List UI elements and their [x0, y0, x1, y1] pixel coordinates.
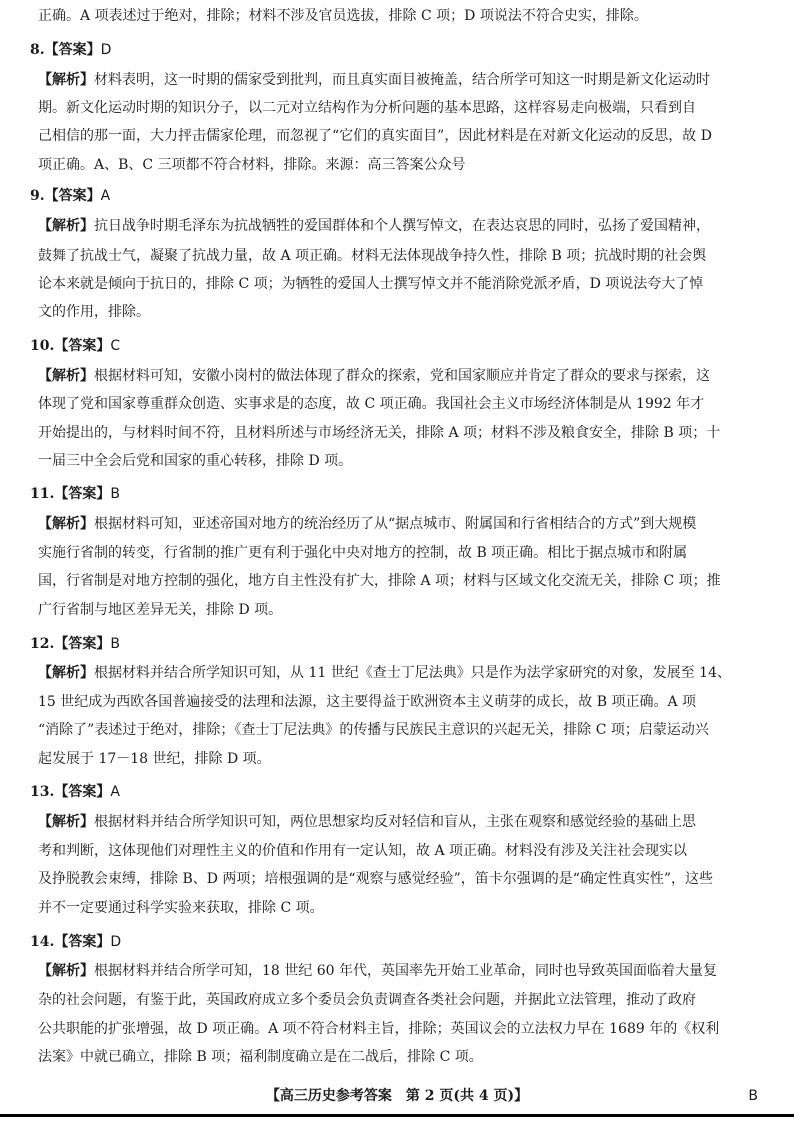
- paragraph-text: 期。新文化运动时期的知识分子，以二元对立结构作为分析问题的基本思路，这样容易走向极端，只看到自: [38, 100, 696, 116]
- text-line: [0, 600, 774, 620]
- text-line: [0, 394, 774, 414]
- paragraph-text: 广行省制与地区差异无关，排除 D 项。: [38, 602, 283, 618]
- analysis-label: 【解析】: [38, 516, 94, 532]
- answer-choice: D: [100, 42, 112, 58]
- paragraph-text: 鼓舞了抗战士气，凝聚了抗战力量，故 A 项正确。材料无法体现战争持久性，排除 B 项；抗战时期的社会舆: [38, 248, 707, 264]
- answer-label: 【答案】: [54, 338, 111, 354]
- paragraph-text: 论本来就是倾向于抗日的，排除 C 项；为牺牲的爱国人士撰写悼文并不能消除党派矛盾，D 项说法夸大了悼: [38, 276, 704, 292]
- paragraph-text: 并不一定要通过科学实验来获取，排除 C 项。: [38, 900, 324, 916]
- page-footer: [0, 1086, 794, 1106]
- paragraph-text: 开始提出的，与材料时间不符，且材料所述与市场经济无关，排除 A 项；材料不涉及粮食安全，排除 B 项；十: [38, 425, 721, 441]
- footer-version-letter: B: [748, 1088, 758, 1104]
- paragraph-text: 实施行省制的转变，行省制的推广更有利于强化中央对地方的控制，故 B 项正确。相比于据点城市和附属: [38, 545, 688, 561]
- text-line: [0, 246, 774, 266]
- text-line: [0, 302, 774, 322]
- answer-line: [0, 782, 774, 802]
- paragraph-text: 根据材料可知，安徽小岗村的做法体现了群众的探索，党和国家顺应并肯定了群众的要求与探索，这: [94, 368, 710, 384]
- analysis-line: [0, 663, 774, 683]
- paragraph-text: 15 世纪成为西欧各国普遍接受的法理和法源，这主要得益于欧洲资本主义萌芽的成长，故 B 项正确。A 项: [38, 694, 697, 710]
- text-line: [0, 869, 774, 889]
- analysis-line: [0, 366, 774, 386]
- paragraph-text: 根据材料可知，亚述帝国对地方的统治经历了从“据点城市、附属国和行省相结合的方式”到大规模: [94, 516, 697, 532]
- text-line: [0, 1047, 774, 1067]
- text-line: [0, 6, 774, 26]
- paragraph-text: 材料表明，这一时期的儒家受到批判，而且真实面目被掩盖，结合所学可知这一时期是新文化运动时: [94, 72, 710, 88]
- answer-choice: C: [110, 338, 121, 354]
- text-line: [0, 898, 774, 918]
- text-line: [0, 720, 774, 740]
- paragraph-text: 法案》中就已确立，排除 B 项；福利制度确立是在二战后，排除 C 项。: [38, 1049, 483, 1065]
- answer-label: 【答案】: [54, 636, 111, 652]
- paragraph-text: 公共职能的扩张增强，故 D 项正确。A 项不符合材料主旨，排除；英国议会的立法权力早在 1689 年的《权利: [38, 1021, 720, 1037]
- paragraph-text: 根据材料并结合所学知识可知，从 11 世纪《查士丁尼法典》只是作为法学家研究的对象，发展至 14、: [94, 665, 731, 681]
- text-line: [0, 543, 774, 563]
- paragraph-text: 根据材料并结合所学可知，18 世纪 60 年代，英国率先开始工业革命，同时也导致英国面临着大量复: [94, 963, 717, 979]
- paragraph-text: 根据材料并结合所学知识可知，两位思想家均反对轻信和盲从，主张在观察和感觉经验的基础上思: [94, 814, 696, 830]
- analysis-label: 【解析】: [38, 72, 94, 88]
- paragraph-text: 正确。A 项表述过于绝对，排除；材料不涉及官员选拔，排除 C 项；D 项说法不符合史实，排除。: [38, 8, 648, 24]
- answer-line: [0, 40, 774, 60]
- text-line: [0, 1019, 774, 1039]
- question-number: 10.: [30, 338, 55, 354]
- answer-choice: A: [110, 784, 120, 800]
- text-line: [0, 749, 774, 769]
- paragraph-text: “消除了”表述过于绝对，排除；《查士丁尼法典》的传播与民族民主意识的兴起无关，排除 C 项；启蒙运动兴: [38, 722, 709, 738]
- paragraph-text: 文的作用，排除。: [38, 304, 150, 320]
- analysis-label: 【解析】: [38, 368, 94, 384]
- answer-label: 【答案】: [44, 42, 101, 58]
- text-line: [0, 692, 774, 712]
- paragraph-text: 杂的社会问题，有鉴于此，英国政府成立多个委员会负责调查各类社会问题，并据此立法管理，推动了政府: [38, 992, 696, 1008]
- paragraph-text: 一届三中全会后党和国家的重心转移，排除 D 项。: [38, 453, 353, 469]
- text-line: [0, 274, 774, 294]
- answer-choice: D: [110, 934, 122, 950]
- text-line: [0, 155, 774, 175]
- question-number: 12.: [30, 636, 55, 652]
- answer-line: [0, 932, 774, 952]
- analysis-line: [0, 961, 774, 981]
- paragraph-text: 国，行省制是对地方控制的强化，地方自主性没有扩大，排除 A 项；材料与区域文化交流无关，排除 C 项；推: [38, 573, 721, 589]
- paragraph-text: 己相信的那一面，大力抨击儒家伦理，而忽视了“它们的真实面目”，因此材料是在对新文化运动的反思，故 D: [38, 128, 712, 144]
- question-number: 8.: [30, 42, 45, 58]
- question-number: 9.: [30, 188, 45, 204]
- answer-line: [0, 186, 774, 206]
- answer-label: 【答案】: [54, 784, 111, 800]
- paragraph-text: 及挣脱教会束缚，排除 B、D 两项；培根强调的是“观察与感觉经验”，笛卡尔强调的是“确定性真实性”，这些: [38, 871, 714, 887]
- answer-label: 【答案】: [54, 486, 111, 502]
- analysis-label: 【解析】: [38, 665, 94, 681]
- text-line: [0, 423, 774, 443]
- question-number: 11.: [30, 486, 55, 502]
- question-number: 14.: [30, 934, 55, 950]
- answer-label: 【答案】: [44, 188, 101, 204]
- analysis-label: 【解析】: [38, 963, 94, 979]
- answer-line: [0, 634, 774, 654]
- paragraph-text: 起发展于 17－18 世纪，排除 D 项。: [38, 751, 271, 767]
- text-line: [0, 126, 774, 146]
- text-line: [0, 571, 774, 591]
- text-line: [0, 841, 774, 861]
- answer-choice: A: [100, 188, 111, 204]
- answer-label: 【答案】: [54, 934, 111, 950]
- paragraph-text: 考和判断，这体现他们对理性主义的价值和作用有一定认知，故 A 项正确。材料没有涉及关注社会现实以: [38, 843, 688, 859]
- analysis-label: 【解析】: [38, 814, 94, 830]
- analysis-line: [0, 216, 774, 236]
- analysis-line: [0, 70, 774, 90]
- footer-page-info: 【高三历史参考答案 第 2 页(共 4 页)】: [265, 1088, 529, 1104]
- paragraph-text: 体现了党和国家尊重群众创造、实事求是的态度，故 C 项正确。我国社会主义市场经济体制是从 1992 年才: [38, 396, 705, 412]
- answer-choice: B: [110, 636, 120, 652]
- analysis-line: [0, 514, 774, 534]
- text-line: [0, 98, 774, 118]
- answer-choice: B: [110, 486, 120, 502]
- answer-line: [0, 484, 774, 504]
- text-line: [0, 451, 774, 471]
- footer-rule: [0, 1114, 794, 1117]
- paragraph-text: 项正确。A、B、C 三项都不符合材料，排除。来源：高三答案公众号: [38, 157, 466, 173]
- text-line: [0, 990, 774, 1010]
- analysis-line: [0, 812, 774, 832]
- analysis-label: 【解析】: [38, 218, 94, 234]
- answer-line: [0, 336, 774, 356]
- paragraph-text: 抗日战争时期毛泽东为抗战牺牲的爱国群体和个人撰写悼文，在表达哀思的同时，弘扬了爱国精神，: [94, 218, 710, 234]
- question-number: 13.: [30, 784, 55, 800]
